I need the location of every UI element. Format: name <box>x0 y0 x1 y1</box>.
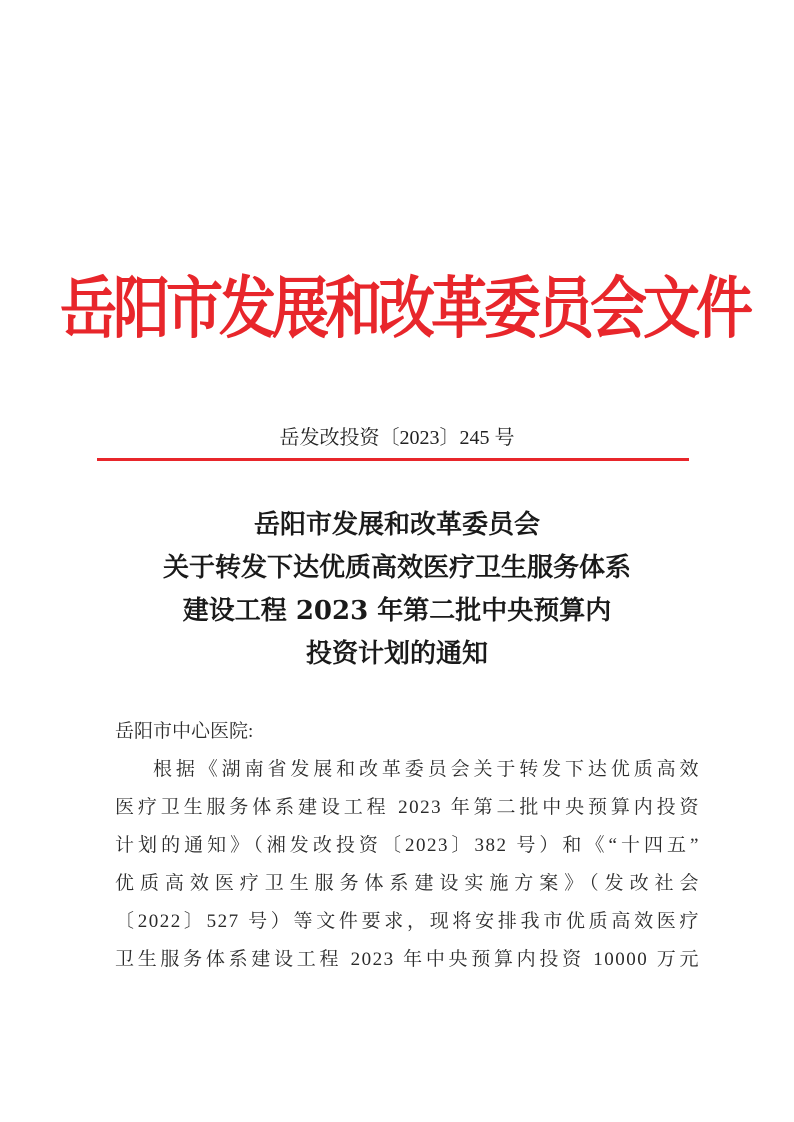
body-line: 计划的通知》（湘发改投资〔2023〕382 号）和《“十四五” <box>115 835 700 856</box>
notice-title <box>60 504 734 676</box>
red-separator-line <box>97 458 689 461</box>
addressee: 岳阳市中心医院: <box>115 721 254 742</box>
body-line: 优质高效医疗卫生服务体系建设实施方案》（发改社会 <box>115 873 700 894</box>
title-line: 建设工程 2023 年第二批中央预算内 <box>182 596 612 626</box>
body-line: 根据《湖南省发展和改革委员会关于转发下达优质高效 <box>153 759 700 780</box>
body-line: 医疗卫生服务体系建设工程 2023 年第二批中央预算内投资 <box>115 797 700 818</box>
title-line: 关于转发下达优质高效医疗卫生服务体系 <box>162 553 631 583</box>
masthead-title: 岳阳市发展和改革委员会文件 <box>60 269 749 349</box>
document-number: 岳发改投资〔2023〕245 号 <box>279 427 515 449</box>
body-line: 卫生服务体系建设工程 2023 年中央预算内投资 10000 万元 <box>115 949 700 970</box>
body-line: 〔2022〕527 号）等文件要求，现将安排我市优质高效医疗 <box>115 911 700 932</box>
title-line: 投资计划的通知 <box>305 639 488 669</box>
title-line: 岳阳市发展和改革委员会 <box>253 510 540 540</box>
body-text <box>115 713 700 979</box>
